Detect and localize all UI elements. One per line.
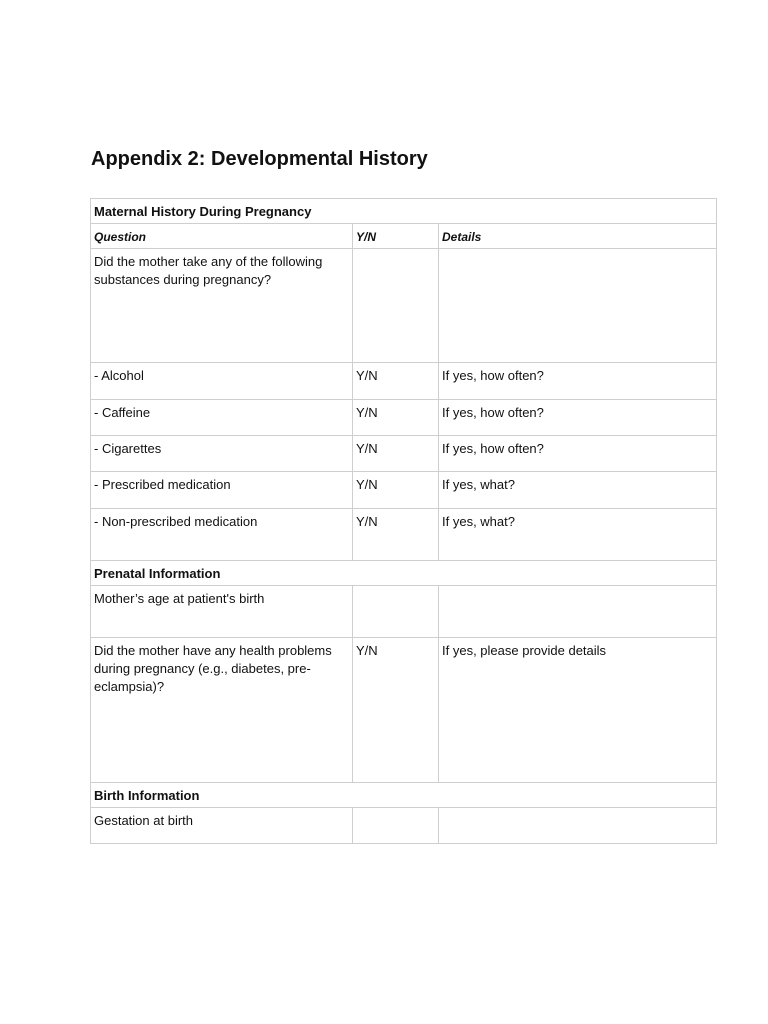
yn-cell[interactable]: Y/N bbox=[353, 472, 439, 509]
question-cell: Gestation at birth bbox=[91, 808, 353, 844]
question-cell: - Prescribed medication bbox=[91, 472, 353, 509]
question-cell: - Alcohol bbox=[91, 363, 353, 400]
details-cell[interactable] bbox=[439, 586, 717, 638]
details-cell[interactable] bbox=[439, 249, 717, 363]
table-row bbox=[91, 586, 717, 638]
details-cell[interactable]: If yes, how often? bbox=[439, 436, 717, 472]
question-cell: Did the mother have any health problems during pregnancy (e.g., diabetes, pre-eclampsia)? bbox=[91, 638, 353, 783]
table-row bbox=[91, 638, 717, 783]
yn-cell[interactable]: Y/N bbox=[353, 436, 439, 472]
column-header-row bbox=[91, 224, 717, 249]
details-cell[interactable]: If yes, what? bbox=[439, 472, 717, 509]
question-cell: - Non-prescribed medication bbox=[91, 509, 353, 561]
table-row bbox=[91, 509, 717, 561]
yn-cell[interactable] bbox=[353, 808, 439, 844]
yn-cell[interactable]: Y/N bbox=[353, 638, 439, 783]
section-header-maternal bbox=[91, 199, 717, 224]
table-row bbox=[91, 472, 717, 509]
table-row bbox=[91, 436, 717, 472]
column-header-question: Question bbox=[91, 224, 353, 249]
yn-cell[interactable]: Y/N bbox=[353, 400, 439, 436]
table-row bbox=[91, 249, 717, 363]
section-title: Maternal History During Pregnancy bbox=[91, 199, 717, 224]
developmental-history-table bbox=[90, 198, 717, 844]
page-title: Appendix 2: Developmental History bbox=[91, 148, 428, 170]
column-header-yn: Y/N bbox=[353, 224, 439, 249]
yn-cell[interactable] bbox=[353, 586, 439, 638]
section-title: Prenatal Information bbox=[91, 561, 717, 586]
section-title: Birth Information bbox=[91, 783, 717, 808]
details-cell[interactable]: If yes, how often? bbox=[439, 400, 717, 436]
details-cell[interactable]: If yes, please provide details bbox=[439, 638, 717, 783]
yn-cell[interactable] bbox=[353, 249, 439, 363]
question-cell: - Caffeine bbox=[91, 400, 353, 436]
table-row bbox=[91, 363, 717, 400]
column-header-details: Details bbox=[439, 224, 717, 249]
table-row bbox=[91, 808, 717, 844]
question-cell: Did the mother take any of the following substances during pregnancy? bbox=[91, 249, 353, 363]
question-cell: - Cigarettes bbox=[91, 436, 353, 472]
details-cell[interactable]: If yes, how often? bbox=[439, 363, 717, 400]
question-cell: Mother’s age at patient's birth bbox=[91, 586, 353, 638]
section-header-birth bbox=[91, 783, 717, 808]
section-header-prenatal bbox=[91, 561, 717, 586]
table-row bbox=[91, 400, 717, 436]
yn-cell[interactable]: Y/N bbox=[353, 363, 439, 400]
details-cell[interactable] bbox=[439, 808, 717, 844]
yn-cell[interactable]: Y/N bbox=[353, 509, 439, 561]
details-cell[interactable]: If yes, what? bbox=[439, 509, 717, 561]
